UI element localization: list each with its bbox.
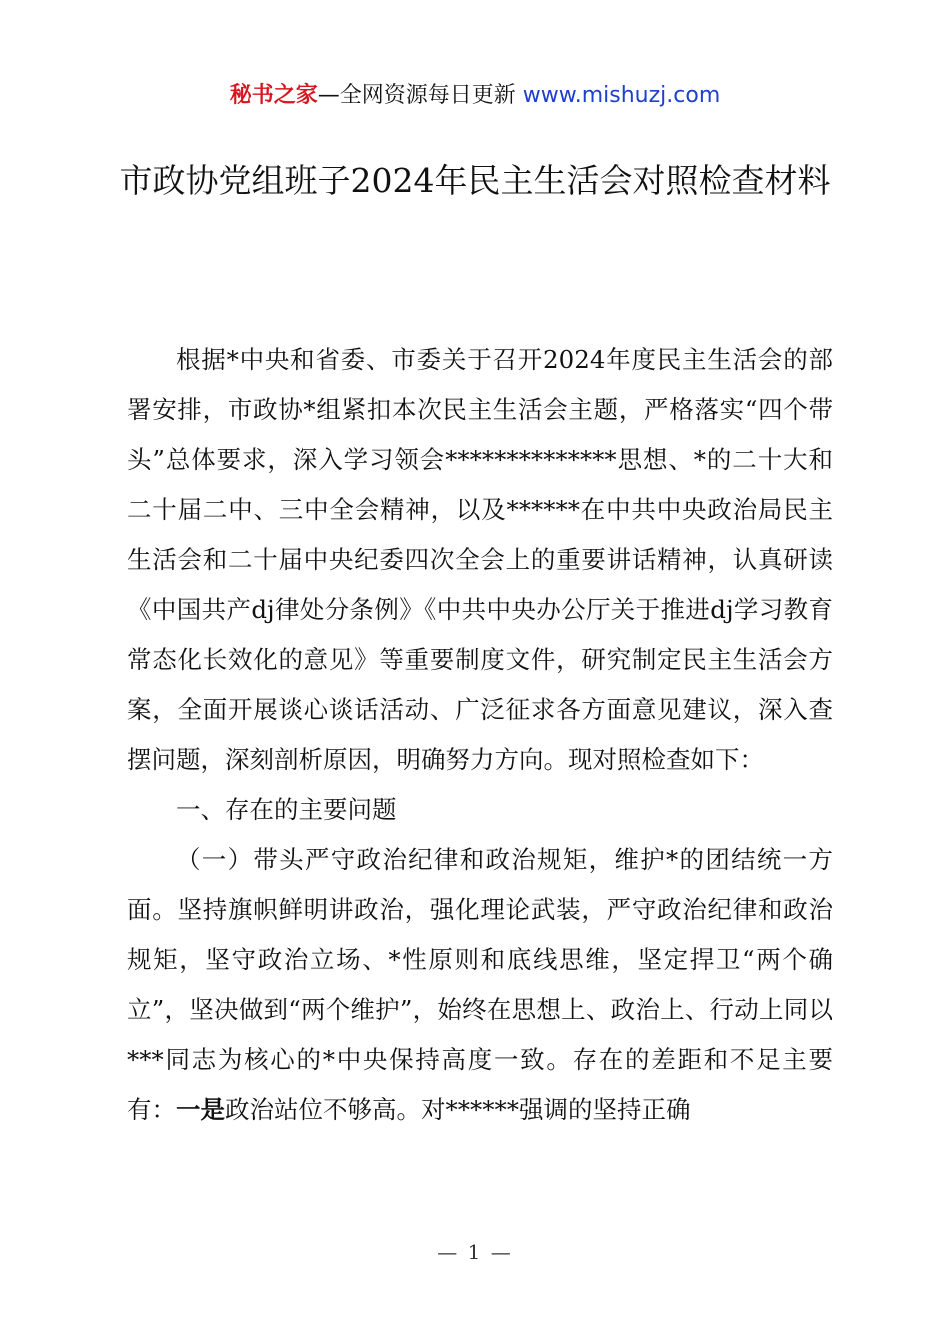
document-title: 市政协党组班子2024年民主生活会对照检查材料 [119, 161, 831, 200]
subsection-paragraph [127, 835, 833, 1135]
header-slogan: —全网资源每日更新 [317, 83, 516, 108]
section-heading: 一、存在的主要问题 [176, 795, 397, 824]
page-number: — 1 — [437, 1240, 513, 1264]
subsection-text: （一）带头严守政治纪律和政治规矩，维护*的团结统一方面。坚持旗帜鲜明讲政治，强化理论武装，严守政治纪律和政治规矩，坚守政治立场、*性原则和底线思维，坚定捍卫“两个确立”，坚决做到“两个维护”，始终在思想上、政治上、行动上同以***同志为核心的*中央保持高度一致。存在的差距和不足主要有： [127, 845, 833, 1124]
brand-name: 秘书之家 [229, 83, 318, 108]
intro-paragraph: 根据*中央和省委、市委关于召开2024年度民主生活会的部署安排，市政协*组紧扣本次民主生活会主题，严格落实“四个带头”总体要求，深入学习领会**************思想、*的二十大和二十届二中、三中全会精神，以及******在中共中央政治局民主生活会和二十届中央纪委四次全会上的重要讲话精神，认真研读《中国共产dj律处分条例》《中共中央办公厅关于推进dj学习教育常态化长效化的意见》等重要制度文件，研究制定民主生活会方案，全面开展谈心谈话活动、广泛征求各方面意见建议，深入查摆问题，深刻剖析原因，明确努力方向。现对照检查如下： [127, 345, 833, 774]
point-marker: 一是 [176, 1095, 225, 1124]
site-header [0, 80, 950, 112]
document-body [127, 335, 833, 1135]
site-url-link[interactable]: www.mishuzj.com [522, 83, 721, 108]
point-text: 政治站位不够高。对******强调的坚持正确 [225, 1095, 691, 1124]
